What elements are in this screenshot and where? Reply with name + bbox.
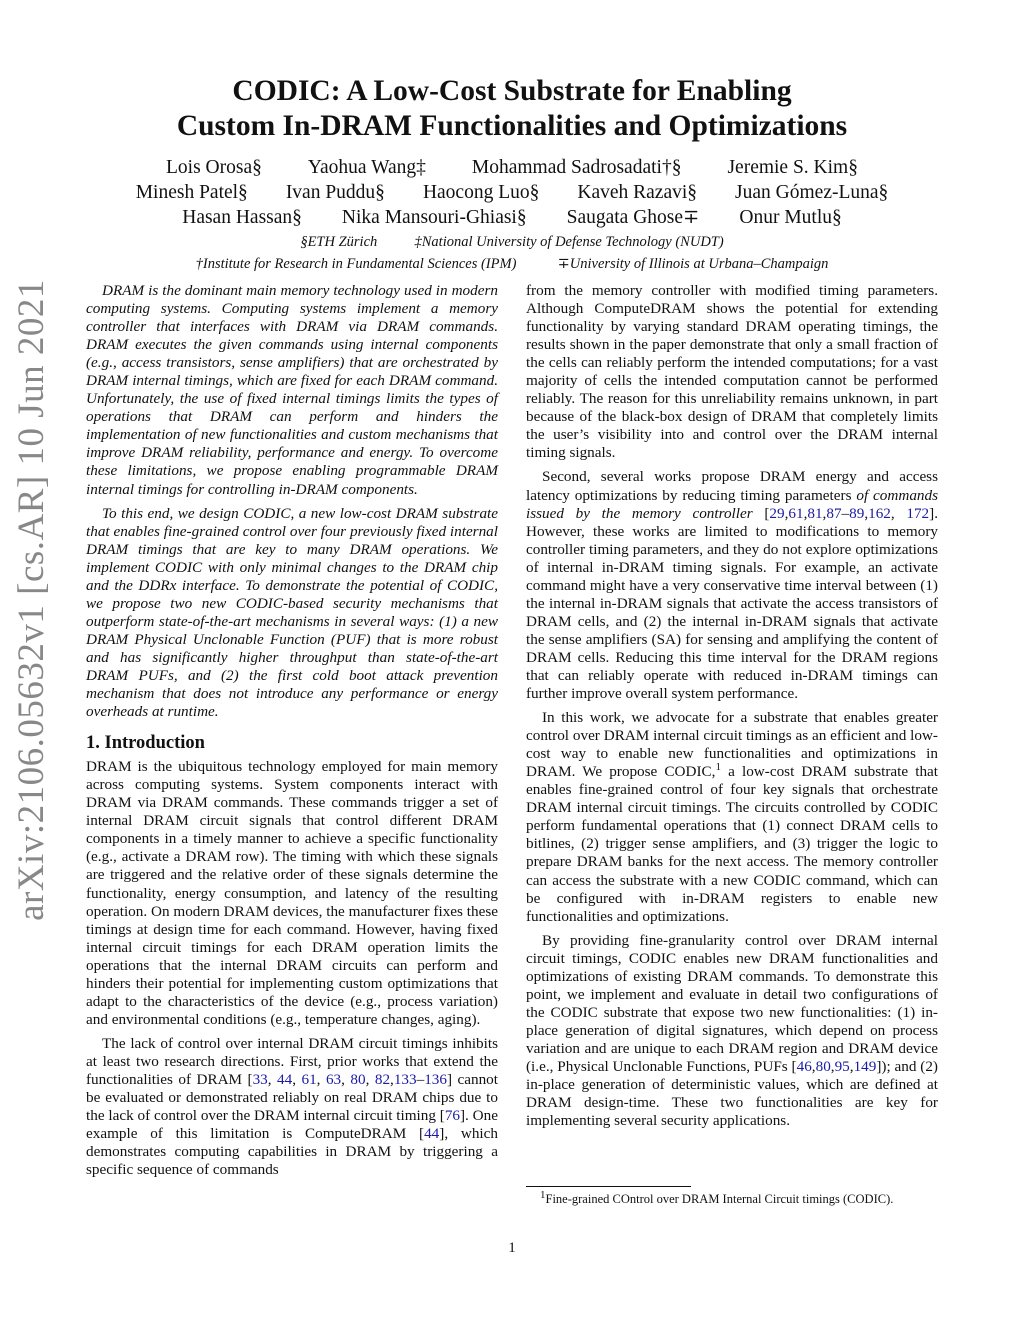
citation-link[interactable]: 46 <box>796 1057 812 1075</box>
citation-link[interactable]: 81 <box>807 504 823 522</box>
affiliation: ‡National University of Defense Technology (NUDT) <box>414 234 724 250</box>
author: Lois Orosa§ <box>166 157 262 178</box>
footnote <box>540 1188 960 1207</box>
citation-link[interactable]: 63 <box>325 1070 342 1088</box>
author: Saugata Ghose∓ <box>566 207 700 228</box>
author: Yaohua Wang‡ <box>307 157 426 178</box>
intro-paragraph: from the memory controller with modified timing parameters. Although ComputeDRAM shows the potential for extending functionality by varying standard DRAM operating timings, the results shown in the paper demonstrate that only a small fraction of the cells can reliably perform the intended computations; for a vast majority of cells the intended computation cannot be performed reliably. The reason for this unreliability remains unknown, in part because of the black-box design of DRAM that completely limits the user’s visibility into and control over the DRAM internal timing signals. <box>526 282 938 462</box>
intro-paragraph: DRAM is the ubiquitous technology employed for main memory across computing systems. System components interact with DRAM via DRAM commands. These commands trigger a set of internal DRAM circuit signals that control different DRAM components in a timely manner to achieve a specific functionality (e.g., activate a DRAM row). The timing with which these signals are triggered and the relative order of these signals determine the functionality, energy consumption, and latency of the resulting operation. On modern DRAM devices, the manufacturer fixes these timings at design time for each command. However, having fixed internal circuit timings for each DRAM operation limits the operations that the internal DRAM circuits can perform and hinders their potential for implementing custom optimizations that adapt to the characteristics of the device (e.g., process variation) and environmental conditions (e.g., temperature changes, aging). <box>86 758 498 1028</box>
intro-paragraph <box>526 709 938 926</box>
author: Minesh Patel§ <box>135 182 248 203</box>
footnote-divider <box>526 1186 691 1187</box>
citation-link[interactable]: 76 <box>444 1107 460 1125</box>
citation-link[interactable]: 136 <box>424 1070 447 1088</box>
author-row-2 <box>60 180 964 205</box>
affiliation: §ETH Zürich <box>300 234 378 250</box>
title-line-1: CODIC: A Low-Cost Substrate for Enabling <box>232 75 792 107</box>
text-run: The lack of control over internal DRAM circuit timings inhibits at least two research directions. First, prior works that extend the functionalities of DRAM [ <box>86 1034 498 1088</box>
affiliation-line-1 <box>60 232 964 252</box>
citation-link[interactable]: 61 <box>301 1070 317 1088</box>
affiliation: †Institute for Research in Fundamental Sciences (IPM) <box>195 256 517 272</box>
affiliation-line-2 <box>60 254 964 274</box>
citation-link[interactable]: 133 <box>393 1070 417 1088</box>
citation-link[interactable]: 33 <box>252 1070 268 1088</box>
citation-link[interactable]: 29 <box>769 504 785 522</box>
section-heading: 1. Introduction <box>86 733 205 754</box>
emphasis: of commands issued by the memory controller <box>526 486 939 522</box>
author: Nika Mansouri-Ghiasi§ <box>341 207 527 228</box>
right-column <box>526 282 938 1130</box>
citation-link[interactable]: 82 <box>374 1070 391 1088</box>
page-number: 1 <box>508 1240 516 1256</box>
text-run: ] cannot be evaluated or demonstrated reliably on real DRAM chips due to the lack of control over the DRAM internal circuit timing [ <box>86 1070 498 1125</box>
author: Mohammad Sadrosadati†§ <box>471 157 682 178</box>
citation-link[interactable]: 80 <box>815 1057 831 1075</box>
author: Ivan Puddu§ <box>285 182 385 203</box>
text-run: a low-cost DRAM substrate that enables fine-grained control of four key signals that orchestrate DRAM internal circuit timings. The circuits controlled by CODIC perform fundamental operations that (1) connect DRAM cells to bitlines, (2) trigger sense amplifiers, and (3) trigger the logic to prepare DRAM banks for the next access. The memory controller can access the substrate with a new CODIC command, which can be configured with in-DRAM registers to enable new functionalities and optimizations. <box>526 763 939 925</box>
citation-link[interactable]: 172 <box>906 504 930 522</box>
intro-paragraph: The lack of control over internal DRAM circuit timings inhibits at least two research directions. First, prior works that extend the functionalities of DRAM [33, 44, 61, 63, 80, 82,133–136] cannot be evaluated or demonstrated reliably on real DRAM chips due to the lack of control over the DRAM internal circuit timing [76]. One example of this limitation is ComputeDRAM [44], which demonstrates computing capabilities in DRAM by triggering a specific sequence of commands <box>86 1034 498 1179</box>
intro-paragraph: Second, several works propose DRAM energy and access latency optimizations by reducing timing parameters of commands issued by the memory controller [29,61,81,87–89,162, 172]. However, these works are limited to modifications to memory controller timing parameters, and they do not explore optimizations of internal in-DRAM timing signals. For example, an activate command might have a very conservative time interval between (1) the internal in-DRAM signals that activate the access transistors of DRAM cells, and (2) the internal in-DRAM signals that activate the sense amplifiers (SA) for sensing and amplifying the content of DRAM cells. Reducing this time interval for the DRAM regions that can reliably operate with reduced in-DRAM timings can further improve overall system performance. <box>526 468 939 703</box>
author: Onur Mutlu§ <box>739 207 842 228</box>
intro-paragraph: By providing fine-granularity control over DRAM internal circuit timings, CODIC enables new DRAM functionalities and optimizations of existing DRAM commands. To demonstrate this point, we implement and evaluate in detail two configurations of the CODIC substrate that expose two new functionalities: (1) in-place generation of digital signatures, which depend on process variation and are unique to each DRAM region and DRAM device (i.e., Physical Unclonable Functions, PUFs [46,80,95,149]); and (2) in-place generation of deterministic values, which are defined at DRAM design-time. These two functionalities are key for implementing several security applications. <box>526 931 938 1130</box>
citation-link[interactable]: 61 <box>788 504 804 522</box>
author-list <box>60 155 964 230</box>
abstract-paragraph: DRAM is the dominant main memory technology used in modern computing systems. Computing systems implement a memory controller that interfaces with DRAM via DRAM commands. DRAM executes the given commands using internal components (e.g., access transistors, sense amplifiers) that are orchestrated by DRAM internal timings, which are fixed for each DRAM command. Unfortunately, the use of fixed internal timings limits the types of operations that DRAM can perform and hinders the implementation of new functionalities and custom mechanisms that improve DRAM reliability, performance and energy. To overcome these limitations, we propose enabling programmable DRAM internal timings for controlling in-DRAM components. <box>86 282 498 498</box>
citation-link[interactable]: 44 <box>424 1125 440 1143</box>
text-run: In this work, we advocate for a substrate that enables greater control over DRAM internal circuit timings as an efficient and low-cost way to enable new functionalities and optimizations in DRAM. We propose CODIC, <box>526 709 938 781</box>
abstract-paragraph: To this end, we design CODIC, a new low-cost DRAM substrate that enables fine-grained control over four previously fixed internal DRAM timings that are key to many DRAM operations. We implement CODIC with only minimal changes to the DRAM chip and the DDRx interface. To demonstrate the potential of CODIC, we propose two new CODIC-based security mechanisms that outperform state-of-the-art mechanisms in several ways: (1) a new DRAM Physical Unclonable Function (PUF) that is more robust and has significantly higher throughput than state-of-the-art DRAM PUFs, and (2) the first cold boot attack prevention mechanism that does not introduce any performance or energy overheads at runtime. <box>86 504 498 721</box>
footnote-marker[interactable]: 1 <box>715 761 721 774</box>
citation-link[interactable]: 89 <box>849 504 865 522</box>
author: Haocong Luo§ <box>422 182 540 203</box>
author-row-3 <box>60 205 964 230</box>
affiliation: ∓University of Illinois at Urbana–Champaign <box>557 256 829 272</box>
citation-link[interactable]: 149 <box>853 1057 877 1075</box>
author-row-1 <box>60 155 964 180</box>
left-column <box>86 282 498 1179</box>
author: Jeremie S. Kim§ <box>727 157 858 178</box>
citation-link[interactable]: 80 <box>350 1070 366 1088</box>
text-run: [ <box>752 504 770 522</box>
text-run: ], which demonstrates computing capabilities in DRAM by triggering a specific sequence of commands <box>86 1125 498 1179</box>
text-run: ]); and (2) in-place generation of deterministic values, which are defined at DRAM design-time. These two functionalities are key for implementing several security applications. <box>526 1057 938 1130</box>
arxiv-identifier: arXiv:2106.05632v1 [cs.AR] 10 Jun 2021 <box>11 279 52 921</box>
text-run: By providing fine-granularity control over DRAM internal circuit timings, CODIC enables new DRAM functionalities and optimizations of existing DRAM commands. To demonstrate this point, we implement and evaluate in detail two configurations of the CODIC substrate that expose two new functionalities: (1) in-place generation of digital signatures, which depend on process variation and are unique to each DRAM region and DRAM device (i.e., Physical Unclonable Functions, PUFs [ <box>526 931 938 1075</box>
author: Hasan Hassan§ <box>182 207 302 228</box>
citation-link[interactable]: 162 <box>868 504 891 522</box>
abstract <box>86 282 498 721</box>
author: Juan Gómez-Luna§ <box>735 182 889 203</box>
text-run: Second, several works propose DRAM energy and access latency optimizations by reducing timing parameters <box>526 468 938 504</box>
footnote-mark: 1 <box>540 1188 546 1201</box>
text-run: ]. However, these works are limited to modifications to memory controller timing parameters, and they do not explore optimizations of internal in-DRAM timing signals. For example, an activate command might have a very conservative time interval between (1) the internal in-DRAM signals that activate the access transistors of DRAM cells, and (2) the internal in-DRAM signals that activate the sense amplifiers (SA) for sensing and amplifying the content of DRAM cells. Reducing this time interval for the DRAM regions that can reliably operate with reduced in-DRAM timings can further improve overall system performance. <box>526 504 938 703</box>
citation-link[interactable]: 95 <box>834 1057 850 1075</box>
text-run: ]. One example of this limitation is ComputeDRAM [ <box>86 1107 498 1143</box>
paper-title <box>60 74 964 144</box>
footnote-text: Fine-grained COntrol over DRAM Internal Circuit timings (CODIC). <box>545 1192 894 1206</box>
citation-link[interactable]: 44 <box>277 1070 293 1088</box>
title-line-2: Custom In-DRAM Functionalities and Optimizations <box>176 110 848 142</box>
citation-link[interactable]: 87 <box>826 504 842 522</box>
author: Kaveh Razavi§ <box>577 182 698 203</box>
